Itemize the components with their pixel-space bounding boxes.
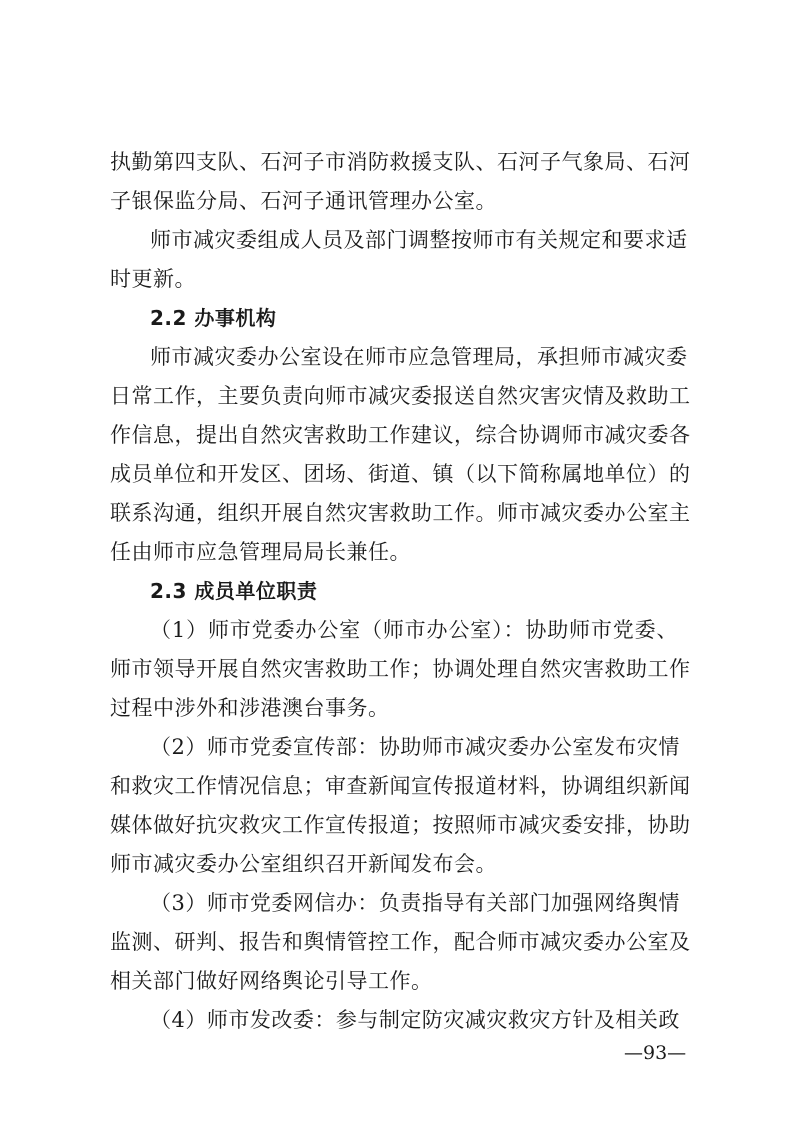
text-line: 师市减灾委办公室组织召开新闻发布会。 <box>110 852 497 876</box>
text-line: （4）师市发改委：参与制定防灾减灾救灾方针及相关政 <box>150 1008 680 1032</box>
section-heading-2-2: 2.2 办事机构 <box>150 306 277 330</box>
text-line: 相关部门做好网络舆论引导工作。 <box>110 969 433 993</box>
text-line: （2）师市党委宣传部：协助师市减灾委办公室发布灾情 <box>150 735 680 759</box>
text-line: 监测、研判、报告和舆情管控工作，配合师市减灾委办公室及 <box>110 930 691 954</box>
text-line: 日常工作，主要负责向师市减灾委报送自然灾害灾情及救助工 <box>110 384 691 408</box>
text-line: 师市减灾委办公室设在师市应急管理局，承担师市减灾委 <box>150 345 688 369</box>
text-line: 联系沟通，组织开展自然灾害救助工作。师市减灾委办公室主 <box>110 501 691 525</box>
section-heading-2-3: 2.3 成员单位职责 <box>150 579 318 603</box>
text-line: 成员单位和开发区、团场、街道、镇（以下简称属地单位）的 <box>110 462 691 486</box>
text-line: 师市领导开展自然灾害救助工作；协调处理自然灾害救助工作 <box>110 657 691 681</box>
text-line: 作信息，提出自然灾害救助工作建议，综合协调师市减灾委各 <box>110 423 691 447</box>
text-line: 师市减灾委组成人员及部门调整按师市有关规定和要求适 <box>150 228 688 252</box>
text-line: 时更新。 <box>110 267 196 291</box>
text-line: （1）师市党委办公室（师市办公室）：协助师市党委、 <box>150 618 678 642</box>
text-line: 执勤第四支队、石河子市消防救援支队、石河子气象局、石河 <box>110 150 691 174</box>
text-line: 和救灾工作情况信息；审查新闻宣传报道材料，协调组织新闻 <box>110 774 691 798</box>
text-line: 媒体做好抗灾救灾工作宣传报道；按照师市减灾委安排，协助 <box>110 813 691 837</box>
text-line: 子银保监分局、石河子通讯管理办公室。 <box>110 189 497 213</box>
text-line: 过程中涉外和涉港澳台事务。 <box>110 696 390 720</box>
page-number: —93— <box>624 1042 687 1064</box>
text-line: 任由师市应急管理局局长兼任。 <box>110 540 411 564</box>
text-line: （3）师市党委网信办：负责指导有关部门加强网络舆情 <box>150 891 680 915</box>
